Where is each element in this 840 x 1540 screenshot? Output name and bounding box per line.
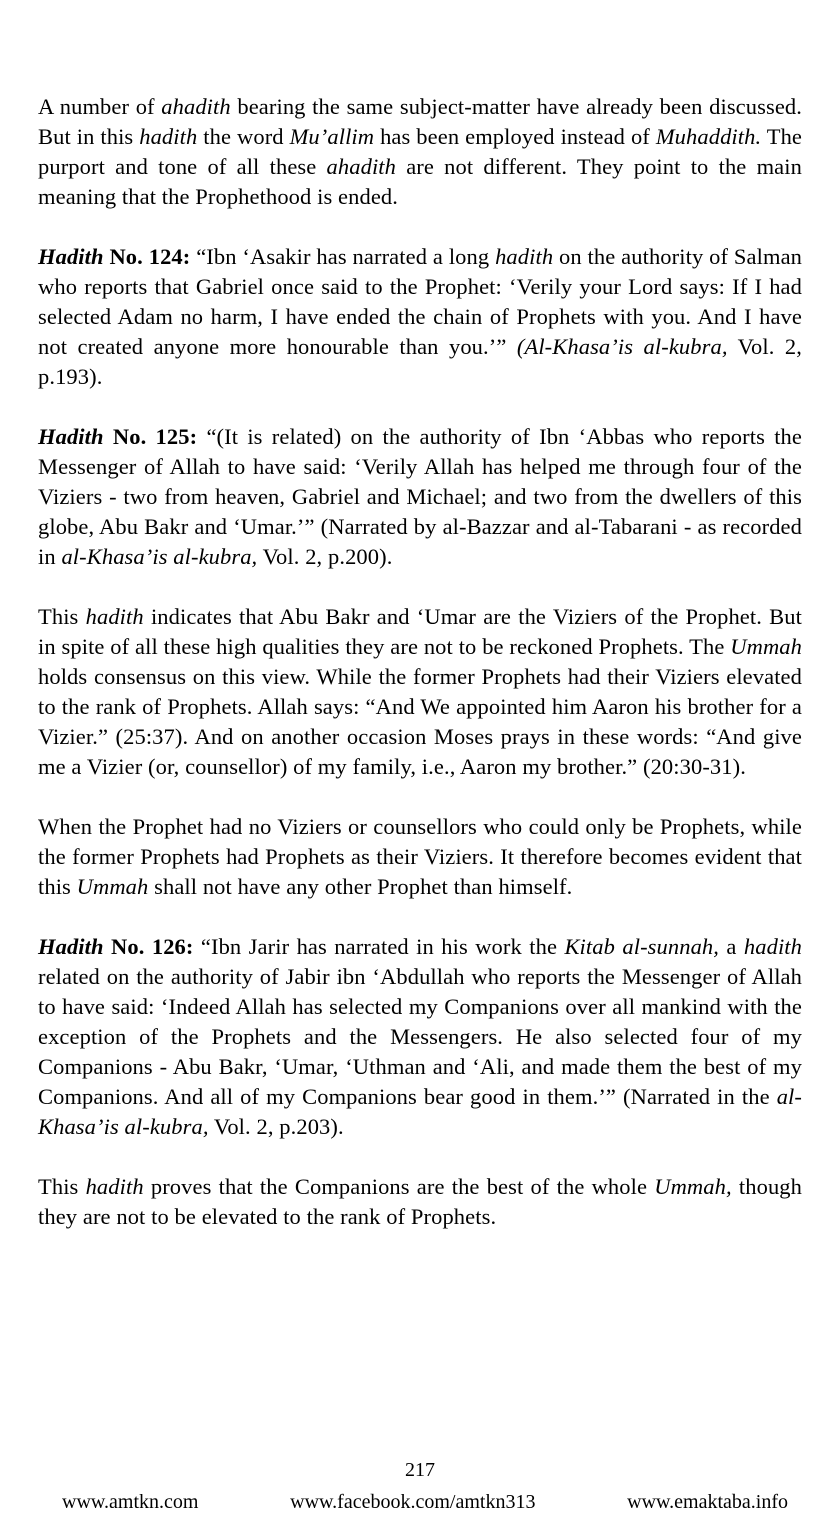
text-segment: ahadith — [161, 94, 231, 119]
text-segment: Ummah — [730, 634, 802, 659]
text-segment: hadith — [139, 124, 198, 149]
paragraph-commentary-viziers — [38, 602, 802, 782]
text-segment: a — [719, 934, 744, 959]
text-segment: Mu’allim — [289, 124, 375, 149]
text-segment: A number of — [38, 94, 162, 119]
page-body — [38, 92, 802, 1262]
paragraph-hadith-125 — [38, 422, 802, 572]
text-segment: No. 126: — [103, 934, 201, 959]
text-segment: Ummah — [76, 874, 149, 899]
text-segment: al-Khasa’is al-kubra, — [61, 544, 258, 569]
text-segment: the word — [197, 124, 290, 149]
paragraph-hadith-124 — [38, 242, 802, 392]
paragraph-conclusion — [38, 1172, 802, 1232]
text-segment: Vol. 2, p.193). — [38, 334, 803, 389]
text-segment: No. 125: — [103, 424, 207, 449]
text-segment: “Ibn ‘Asakir has narrated a long — [196, 244, 496, 269]
text-segment: Vol. 2, p.203). — [208, 1114, 344, 1139]
footer-link-facebook: www.facebook.com/amtkn313 — [290, 1491, 536, 1513]
text-segment: hadith — [85, 1174, 144, 1199]
text-segment: The purport and tone of all these — [38, 124, 803, 179]
page-number: 217 — [405, 1459, 435, 1481]
text-segment: “(It is related) on the authority of Ibn ‘Abbas who reports the Messenger of Allah to have said: ‘Verily Allah has helped me through four of the Viziers - two from heaven, Gabriel and Michael; and two from the dwellers of this globe, Abu Bakr and ‘Umar.’” (Narrated by al-Bazzar and al-Tabarani - as recorded in — [38, 424, 802, 569]
paragraph-hadith-126 — [38, 932, 802, 1142]
text-segment: Ummah, — [654, 1174, 732, 1199]
text-segment: Kitab al-sunnah, — [564, 934, 719, 959]
paragraph-intro — [38, 92, 802, 212]
text-segment: This — [38, 1174, 86, 1199]
text-segment: No. 124: — [103, 244, 197, 269]
text-segment: This — [38, 604, 86, 629]
text-segment: al-Khasa’is al-kubra, — [38, 1084, 802, 1139]
footer — [62, 1490, 788, 1514]
text-segment: though they are not to be elevated to the rank of Prophets. — [38, 1174, 802, 1229]
text-segment: are not different. They point to the main meaning that the Prophethood is ended. — [38, 154, 802, 209]
text-segment: hadith — [743, 934, 802, 959]
text-segment: (Al-Khasa’is al-kubra, — [516, 334, 728, 359]
text-segment: proves that the Companions are the best of the whole — [143, 1174, 655, 1199]
text-segment: When the Prophet had no Viziers or counsellors who could only be Prophets, while the former Prophets had Prophets as their Viziers. It therefore becomes evident that this — [38, 814, 802, 899]
text-segment: bearing the same subject-matter have already been discussed. But in this — [38, 94, 802, 149]
text-segment: Hadith — [38, 424, 104, 449]
text-segment: related on the authority of Jabir ibn ‘Abdullah who reports the Messenger of Allah to have said: ‘Indeed Allah has selected my Companions over all mankind with the exception of the Prophets and the Messengers. He also selected four of my Companions - Abu Bakr, ‘Umar, ‘Uthman and ‘Ali, and made them the best of my Companions. And all of my Companions bear good in them.’” (Narrated in the — [38, 964, 802, 1109]
text-segment: ahadith — [326, 154, 396, 179]
text-segment: has been employed instead of — [374, 124, 656, 149]
text-segment: Hadith — [38, 934, 104, 959]
footer-link-amtkn: www.amtkn.com — [62, 1491, 199, 1513]
text-segment: Vol. 2, p.200). — [257, 544, 393, 569]
footer-link-emaktaba: www.emaktaba.info — [627, 1491, 788, 1513]
text-segment: “Ibn Jarir has narrated in his work the — [200, 934, 565, 959]
text-segment: Muhaddith. — [655, 124, 762, 149]
text-segment: indicates that Abu Bakr and ‘Umar are the Viziers of the Prophet. But in spite of all these high qualities they are not to be reckoned Prophets. The — [38, 604, 802, 659]
text-segment: holds consensus on this view. While the former Prophets had their Viziers elevated to the rank of Prophets. Allah says: “And We appointed him Aaron his brother for a Vizier.” (25:37). And on another occasion Moses prays in these words: “And give me a Vizier (or, counsellor) of my family, i.e., Aaron my brother.” (20:30-31). — [38, 664, 802, 779]
text-segment: shall not have any other Prophet than himself. — [148, 874, 573, 899]
text-segment: on the authority of Salman who reports that Gabriel once said to the Prophet: ‘Verily your Lord says: If I had selected Adam no harm, I have ended the chain of Prophets with you. And I have not created anyone more honourable than you.’” — [38, 244, 803, 359]
text-segment: Hadith — [38, 244, 104, 269]
text-segment: hadith — [85, 604, 144, 629]
text-segment: hadith — [495, 244, 554, 269]
paragraph-commentary-prophets — [38, 812, 802, 902]
